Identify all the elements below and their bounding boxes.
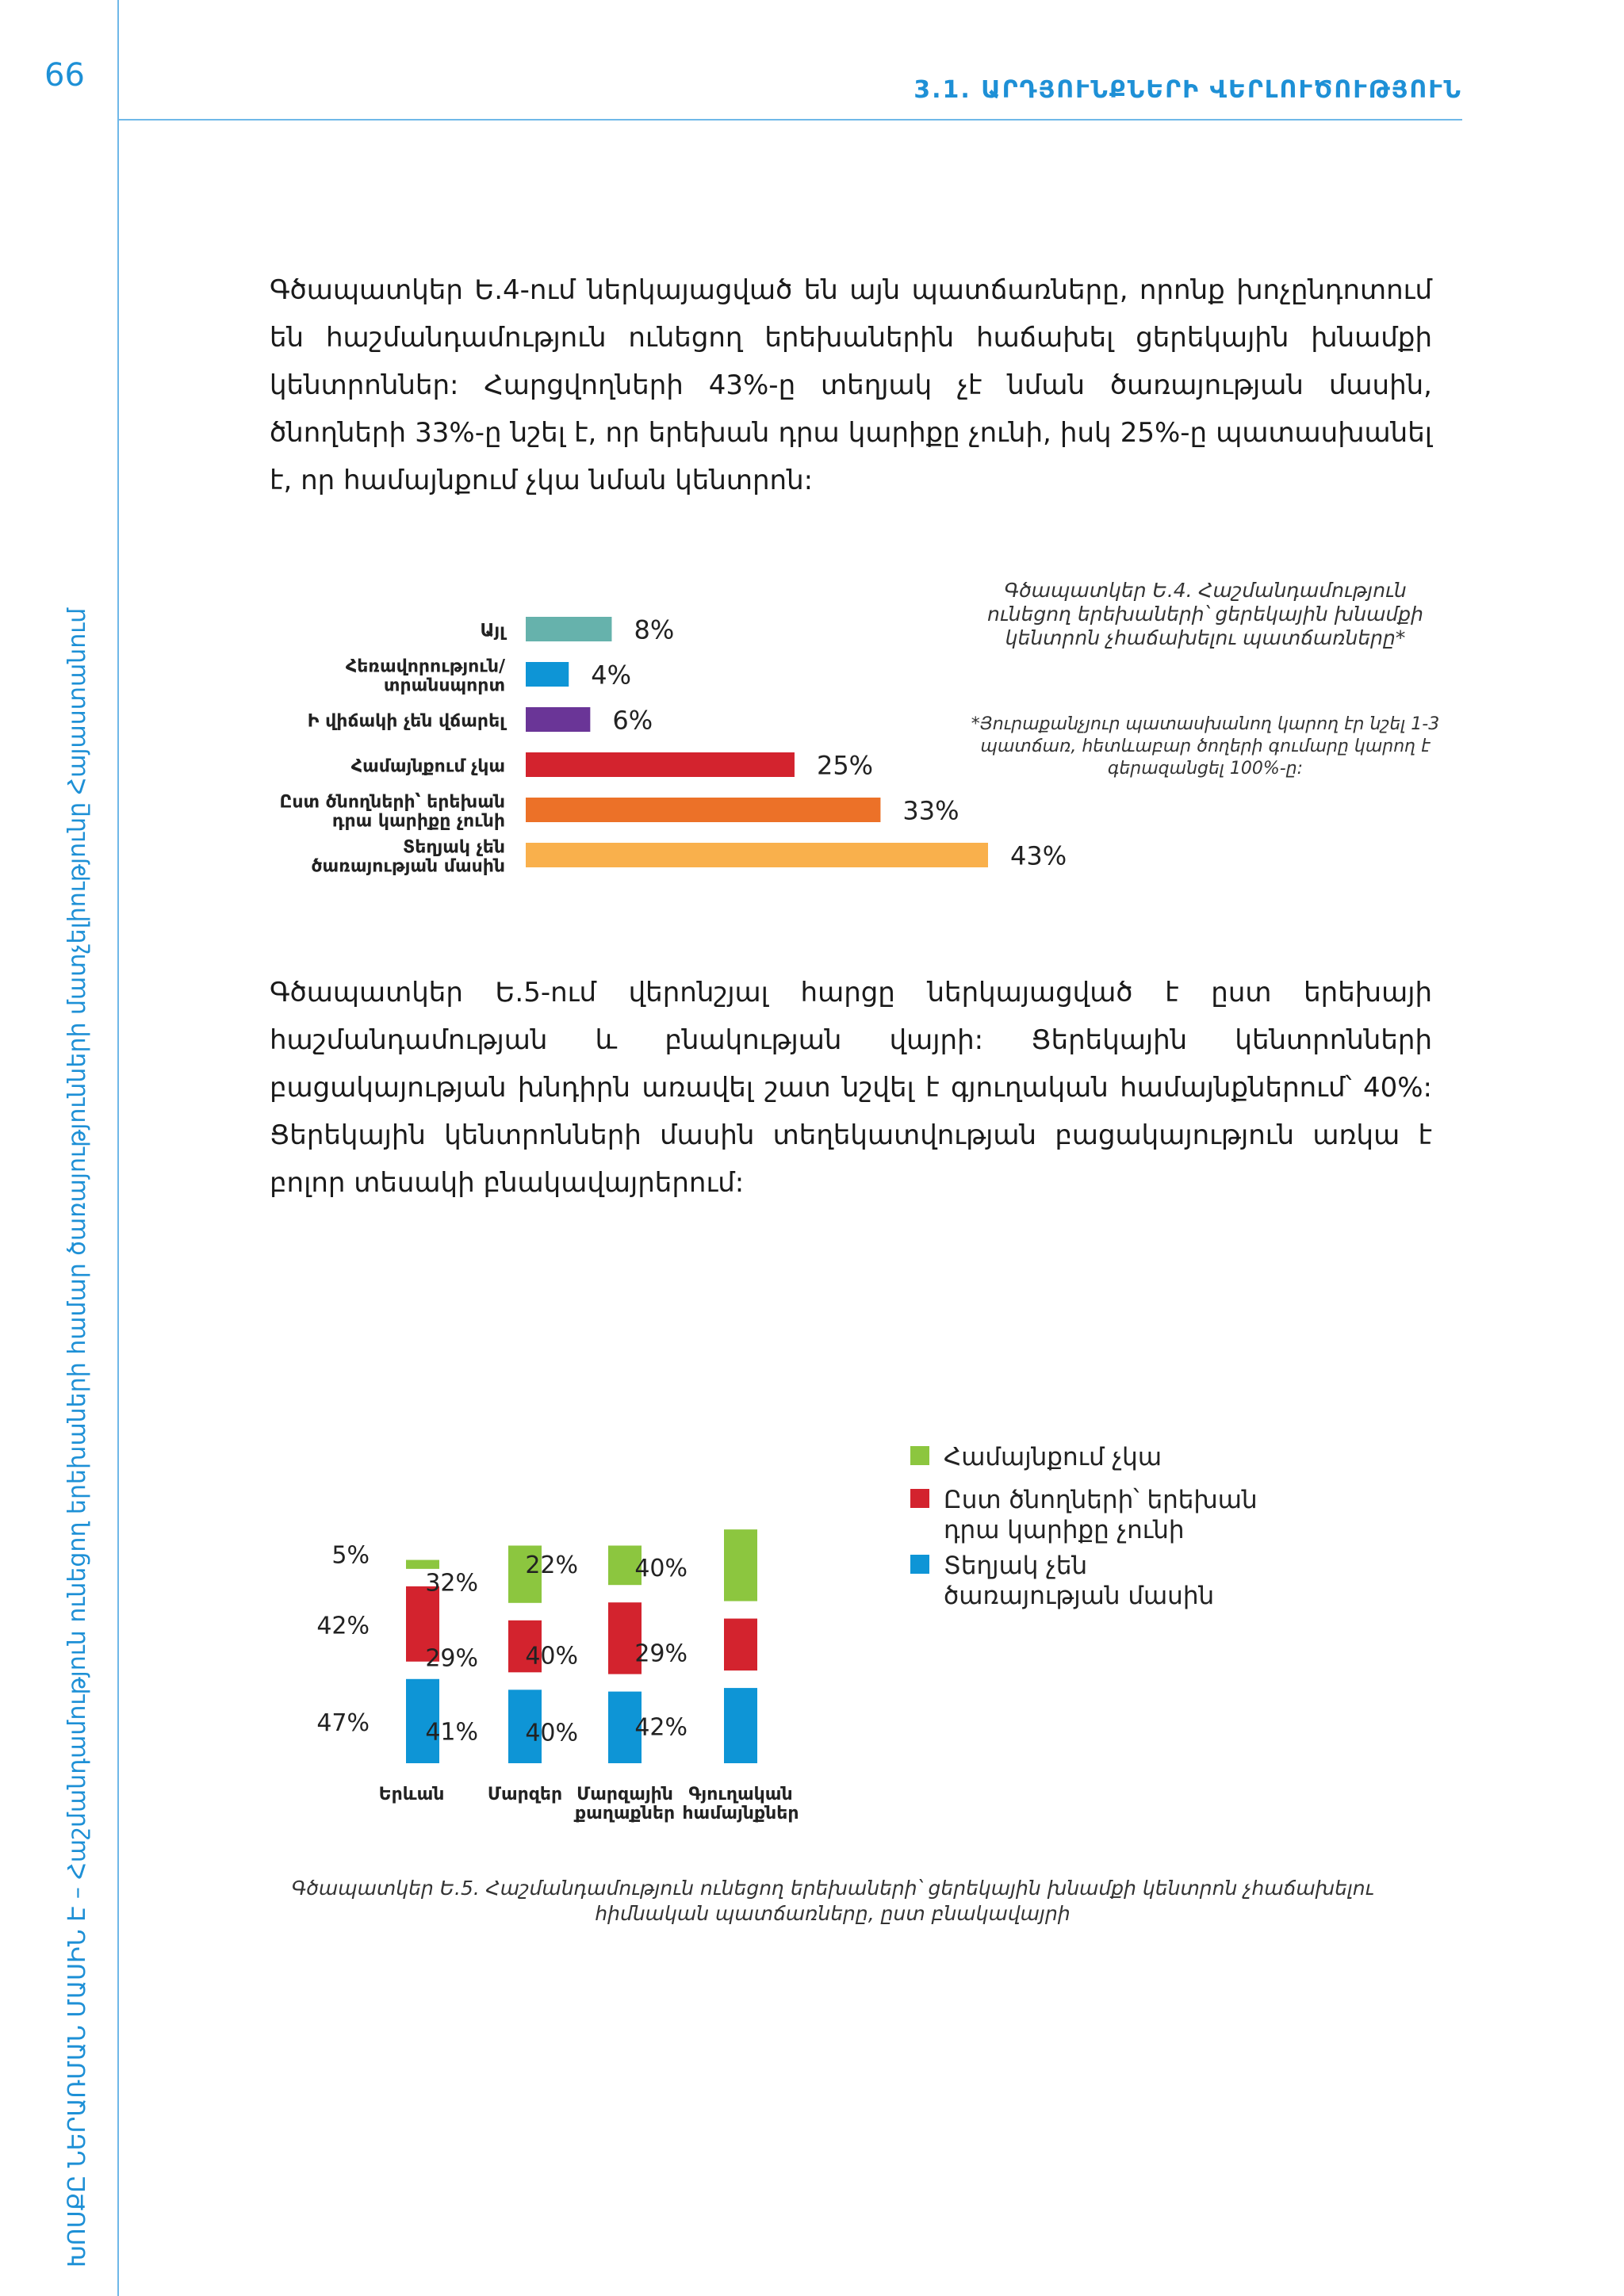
bar-value-label: 8% <box>634 614 675 645</box>
segment-value-label: 40% <box>634 1555 688 1583</box>
category-label: Երևան <box>378 1785 445 1804</box>
figure-e4-note: *Յուրաքանչյուր պատասխանող կարող էր նշել 1-3 պատճառ, հետևաբար ծողերի գումարը կարող է գերազանցել 100%-ը: <box>971 714 1440 779</box>
category-label: Համայնքում չկա <box>350 756 505 777</box>
paragraph-1: Գծապատկեր Ե.4-ում ներկայացված են այն պատճառները, որոնք խոչընդոտում են հաշմանդամություն ունեցող երեխաներին հաճախել ցերեկային խնամքի կենտրոններ: Հարցվողների 43%-ը տեղյակ չէ նման ծառայության մասին, ծնողների 33%-ը նշել է, որ երեխան դրա կարիքը չունի, իսկ 25%-ը պատասխանել է, որ համայնքում չկա նման կենտրոն: <box>270 274 1432 496</box>
category-label: Ըստ ծնողների՝ երեխան <box>279 792 505 813</box>
segment-value-label: 40% <box>525 1642 578 1670</box>
segment-value-label: 5% <box>331 1541 370 1570</box>
stacked-segment <box>724 1619 757 1671</box>
category-label: Գյուղական <box>688 1785 793 1804</box>
category-label: դրա կարիքը չունի <box>331 811 505 832</box>
legend-label: ծառայության մասին <box>944 1582 1215 1610</box>
category-label: Մարզեր <box>487 1785 563 1804</box>
stacked-segment <box>724 1688 757 1763</box>
bar-value-label: 33% <box>902 795 959 826</box>
segment-value-label: 42% <box>316 1612 370 1640</box>
category-label: Այլ <box>480 621 505 641</box>
category-label: Մարզային <box>576 1785 673 1804</box>
legend-label: Ըստ ծնողների՝ երեխան <box>944 1486 1258 1514</box>
legend-swatch <box>910 1555 929 1574</box>
legend-label: Տեղյակ չեն <box>944 1552 1088 1580</box>
page-number: 66 <box>44 57 85 94</box>
paragraph-2: Գծապատկեր Ե.5-ում վերոնշյալ հարցը ներկայացված է ըստ երեխայի հաշմանդամության և բնակության վայրի: Ցերեկային կենտրոնների բացակայության խնդիրն առավել շատ նշվել է գյուղական համայնքներում՝ 40%: Ցերեկային կենտրոնների մասին տեղեկատվության բացակայություն առկա է բոլոր տեսակի բնակավայրերում: <box>270 977 1432 1199</box>
legend-swatch <box>910 1489 929 1508</box>
segment-value-label: 40% <box>525 1719 578 1747</box>
stacked-segment <box>724 1529 757 1601</box>
bar-value-label: 25% <box>816 750 874 781</box>
legend-swatch <box>910 1446 929 1465</box>
segment-value-label: 47% <box>316 1709 370 1737</box>
category-label: համայնքներ <box>682 1804 799 1823</box>
bar-value-label: 6% <box>612 705 653 736</box>
segment-value-label: 29% <box>425 1644 478 1673</box>
legend-label: դրա կարիքը չունի <box>944 1516 1185 1544</box>
segment-value-label: 32% <box>425 1569 478 1598</box>
figure-e5-caption: Գծապատկեր Ե.5. Հաշմանդամություն ունեցող երեխաների՝ ցերեկային խնամքի կենտրոն չհաճախելու հիմնական պատճառները, ըստ բնակավայրի <box>291 1877 1374 1925</box>
legend-label: Համայնքում չկա <box>944 1443 1162 1471</box>
section-title: 3.1. ԱՐԴՅՈՒՆՔՆԵՐԻ ՎԵՐԼՈՒԾՈՒԹՅՈՒՆ <box>914 76 1462 104</box>
segment-value-label: 41% <box>425 1718 478 1747</box>
bar-value-label: 43% <box>1010 840 1067 871</box>
figure-e4-caption: Գծապատկեր Ե.4. Հաշմանդամություն ունեցող երեխաների՝ ցերեկային խնամքի կենտրոն չհաճախելու պատճառները* <box>986 579 1424 649</box>
bar-value-label: 4% <box>591 660 631 691</box>
category-label: Տեղյակ չեն <box>402 837 505 858</box>
segment-value-label: 29% <box>634 1640 688 1668</box>
category-label: Հեռավորություն/ <box>345 656 505 677</box>
category-label: քաղաքներ <box>574 1804 676 1823</box>
category-label: ծառայության մասին <box>311 856 505 877</box>
stacked-segment <box>406 1560 439 1569</box>
side-title: ԽՈՍՔԸ ՆԵՐԱՌՄԱՆ ՄԱՍԻՆ Է – Հաշմանդամություն ունեցող երեխաների համար ծառայությունների մատչելիությունը Հայաստանում <box>63 607 91 2267</box>
segment-value-label: 22% <box>525 1551 578 1579</box>
category-label: Ի վիճակի չեն վճարել <box>307 711 505 732</box>
category-label: տրանսպորտ <box>383 675 505 696</box>
segment-value-label: 42% <box>634 1713 688 1742</box>
